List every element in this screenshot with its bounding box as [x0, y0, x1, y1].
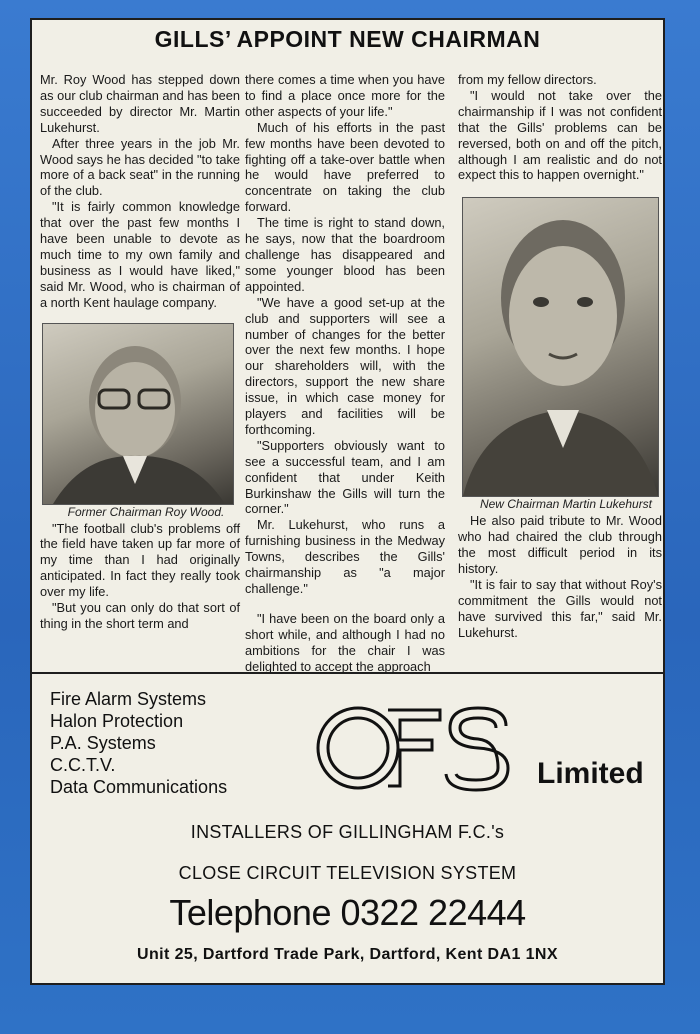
paragraph: "We have a good set-up at the club and supporters will see a number of changes for the better over the next few months. I hope our shareholders will, with the directors, support the new share issue, in which case money for players and facilities will be forthcoming.	[245, 294, 445, 437]
paragraph: there comes a time when you have to find a place once more for the other aspects of your life."	[245, 72, 445, 119]
photo-martin-lukehurst	[462, 197, 659, 497]
services-list	[50, 688, 227, 798]
service-item: Fire Alarm Systems	[50, 689, 207, 709]
paragraph: Much of his efforts in the past few months have been devoted to fighting off a take-over battle when he would have preferred to concentrate on taking the club forward.	[245, 119, 445, 215]
column-2	[245, 72, 445, 675]
portrait-illustration	[463, 198, 658, 496]
paragraph: from my fellow directors.	[458, 72, 597, 87]
paragraph: After three years in the job Mr. Wood says he has decided "to take more of a back seat" in the running of the club.	[40, 135, 240, 199]
photo-caption: New Chairman Martin Lukehurst	[479, 497, 653, 512]
service-item: C.C.T.V.	[50, 755, 116, 775]
photo-caption: Former Chairman Roy Wood.	[67, 504, 225, 519]
paragraph: Mr. Roy Wood has stepped down as our club chairman and has been succeeded by director Mr. Martin Lukehurst.	[40, 72, 240, 135]
cctv-line: CLOSE CIRCUIT TELEVISION SYSTEM	[178, 863, 517, 883]
paragraph: "I would not take over the chairmanship if I was not confident that the Gills' problems can be reversed, both on and off the pitch, although I am realistic and do not expect this to happen overnight."	[458, 87, 662, 183]
paragraph: "But you can only do that sort of thing in the short term and	[40, 600, 240, 631]
installers-line: INSTALLERS OF GILLINGHAM F.C.'s	[190, 822, 505, 842]
section-divider	[32, 672, 663, 674]
limited-label: Limited	[537, 757, 644, 790]
paragraph: "I have been on the board only a short while, and although I had no ambitions for the chair I was delighted to accept the approach	[245, 610, 445, 674]
photo-roy-wood	[42, 323, 234, 505]
paragraph: The time is right to stand down, he says, now that the boardroom challenge has disappeared and some younger blood has been appointed.	[245, 215, 445, 294]
paragraph: Mr. Lukehurst, who runs a furnishing business in the Medway Towns, describes the Gills' chairmanship as "a major challenge."	[245, 517, 445, 596]
paragraph: "It is fairly common knowledge that over the past few months I have been unable to devote as much time to my own family and business as I would have liked," said Mr. Wood, who is chairman of a north Kent haulage company.	[40, 199, 240, 310]
column-3	[458, 72, 662, 641]
paragraph: "The football club's problems off the field have taken up far more of my time than I had originally anticipated. In fact they really took over my life.	[40, 520, 240, 600]
service-item: P.A. Systems	[50, 733, 156, 753]
column-1	[40, 72, 240, 632]
address: Unit 25, Dartford Trade Park, Dartford, Kent DA1 1NX	[137, 946, 558, 963]
ofs-logo	[310, 696, 520, 796]
paragraph: He also paid tribute to Mr. Wood who had chaired the club through the most difficult period in its history.	[458, 513, 662, 576]
headline: GILLS’ APPOINT NEW CHAIRMAN	[154, 26, 541, 52]
portrait-illustration	[43, 324, 233, 504]
paragraph: "It is fair to say that without Roy's commitment the Gills would not have survived this far," said Mr. Lukehurst.	[458, 576, 662, 640]
service-item: Halon Protection	[50, 711, 184, 731]
service-item: Data Communications	[50, 777, 228, 797]
paragraph: "Supporters obviously want to see a successful team, and I am confident that under Keith Burkinshaw the Gills will turn the corner."	[245, 437, 445, 517]
telephone: Telephone 0322 22444	[169, 892, 526, 933]
article-frame	[30, 18, 665, 985]
